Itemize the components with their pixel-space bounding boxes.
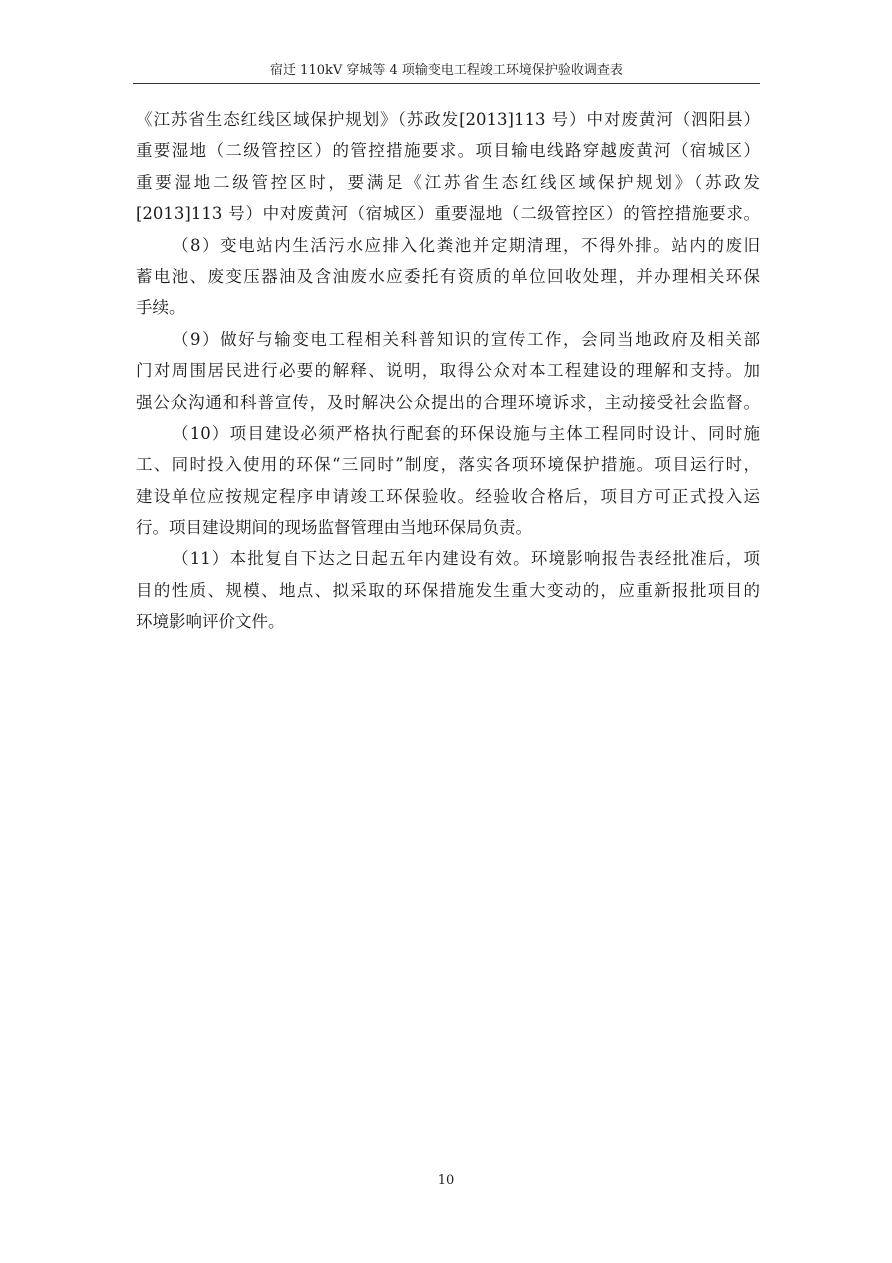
body-line: 门对周围居民进行必要的解释、说明，取得公众对本工程建设的理解和支持。加 (136, 361, 760, 381)
body-line: 手续。 (136, 298, 186, 318)
paragraph-8-first-line: （8）变电站内生活污水应排入化粪池并定期清理，不得外排。站内的废旧 (172, 235, 760, 255)
paragraph-10-first-line: （10）项目建设必须严格执行配套的环保设施与主体工程同时设计、同时施 (172, 423, 760, 443)
body-line: 行。项目建设期间的现场监督管理由当地环保局负责。 (136, 518, 532, 538)
body-line: [2013]113 号）中对废黄河（宿城区）重要湿地（二级管控区）的管控措施要求。 (136, 204, 760, 224)
body-line: 环境影响评价文件。 (136, 612, 285, 632)
page-number: 10 (437, 1173, 455, 1188)
body-line: 蓄电池、废变压器油及含油废水应委托有资质的单位回收处理，并办理相关环保 (136, 266, 760, 286)
body-line: 重要湿地二级管控区时，要满足《江苏省生态红线区域保护规划》（苏政发 (136, 172, 760, 192)
body-line: 重要湿地（二级管控区）的管控措施要求。项目输电线路穿越废黄河（宿城区） (136, 141, 760, 161)
body-line: 建设单位应按规定程序申请竣工环保验收。经验收合格后，项目方可正式投入运 (136, 486, 760, 506)
paragraph-9-first-line: （9）做好与输变电工程相关科普知识的宣传工作，会同当地政府及相关部 (172, 329, 760, 349)
body-line: 强公众沟通和科普宣传，及时解决公众提出的合理环境诉求，主动接受社会监督。 (136, 392, 760, 412)
document-body (136, 104, 760, 638)
paragraph-11-first-line: （11）本批复自下达之日起五年内建设有效。环境影响报告表经批准后，项 (172, 549, 760, 569)
body-line: 目的性质、规模、地点、拟采取的环保措施发生重大变动的，应重新报批项目的 (136, 580, 760, 600)
header-divider (133, 83, 760, 84)
page-header-title: 宿迁 110kV 穿城等 4 项输变电工程竣工环境保护验收调查表 (270, 63, 623, 78)
body-line: 工、同时投入使用的环保“三同时”制度，落实各项环境保护措施。项目运行时， (136, 455, 760, 475)
body-line: 《江苏省生态红线区域保护规划》（苏政发[2013]113 号）中对废黄河（泗阳县） (136, 110, 760, 129)
